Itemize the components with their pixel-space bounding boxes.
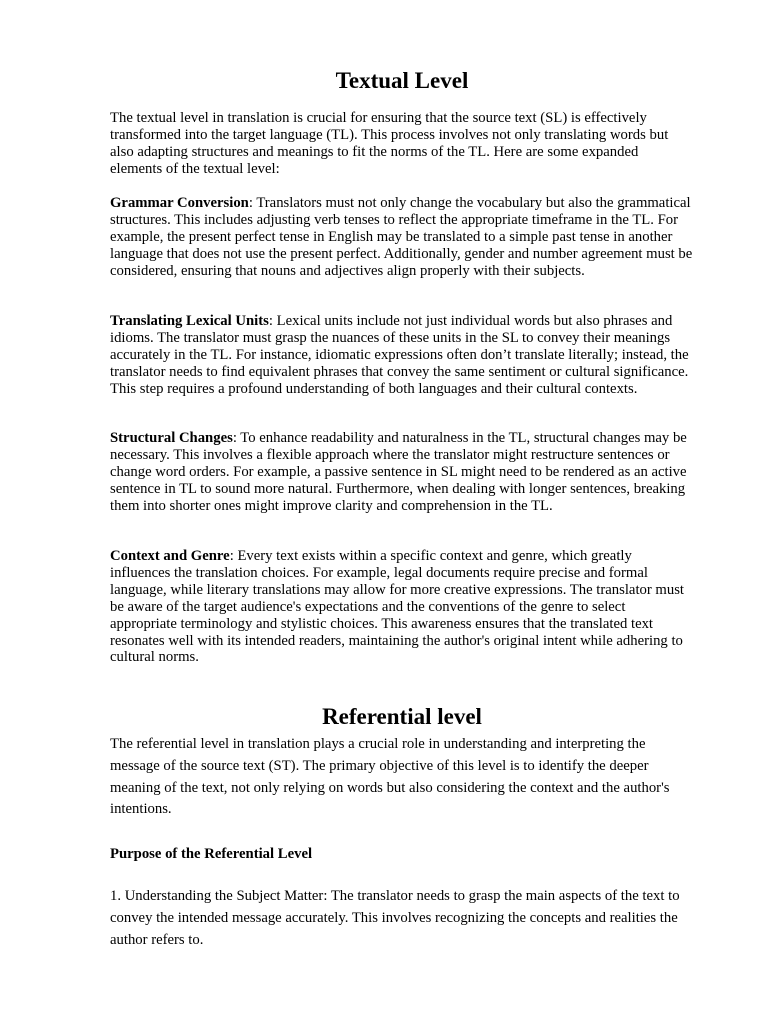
textual-intro: The textual level in translation is crucial for ensuring that the source text (SL) is effectively transformed into the target language (TL). This process involves not only translating words but also adapting structures and meanings to fit the norms of the TL. Here are some expanded elements of the textual level: <box>110 110 669 177</box>
item-text: : Translators must not only change the vocabulary but also the grammatical structures. This includes adjusting verb tenses to reflect the appropriate timeframe in the TL. For example, the present perfect tense in English may be translated to a simple past tense in another language that does not use the present perfect. Additionally, gender and number agreement must be considered, ensuring that nouns and adjectives align properly with their subjects. <box>110 195 693 279</box>
item-structural-changes <box>110 430 694 515</box>
item-term: Grammar Conversion <box>110 195 249 211</box>
item-text: : To enhance readability and naturalness in the TL, structural changes may be necessary. This involves a flexible approach where the translator might restructure sentences or change word orders. For example, a passive sentence in SL might need to be rendered as an active sentence in TL to sound more natural. Furthermore, when dealing with longer sentences, breaking them into shorter ones might improve clarity and comprehension in the TL. <box>110 430 687 514</box>
item-term: Translating Lexical Units <box>110 313 269 329</box>
referential-intro: The referential level in translation plays a crucial role in understanding and interpreting the message of the source text (ST). The primary objective of this level is to identify the deeper meaning of the text, not only relying on words but also considering the context and the author's intentions. <box>110 736 670 818</box>
item-term: Context and Genre <box>110 548 230 564</box>
subheading-purpose: Purpose of the Referential Level <box>110 846 313 862</box>
item-term: Structural Changes <box>110 430 233 446</box>
item-grammar-conversion <box>110 195 694 280</box>
item-context-genre <box>110 548 694 666</box>
referential-point-1: 1. Understanding the Subject Matter: The translator needs to grasp the main aspects of the text to convey the intended message accurately. This involves recognizing the concepts and realities the author refers to. <box>110 888 680 948</box>
section-title-referential: Referential level <box>322 704 482 729</box>
item-text: : Every text exists within a specific context and genre, which greatly influences the translation choices. For example, legal documents require precise and formal language, while literary translations may allow for more creative expressions. The translator must be aware of the target audience's expectations and the conventions of the genre to select appropriate terminology and stylistic choices. This awareness ensures that the translated text resonates well with its intended readers, maintaining the author's original intent while adhering to cultural norms. <box>110 548 684 666</box>
section-title-textual: Textual Level <box>335 68 469 93</box>
item-text: : Lexical units include not just individual words but also phrases and idioms. The translator must grasp the nuances of these units in the SL to convey their meanings accurately in the TL. For instance, idiomatic expressions often don’t translate literally; instead, the translator needs to find equivalent phrases that convey the same sentiment or cultural significance. This step requires a profound understanding of both languages and their cultural contexts. <box>110 313 689 397</box>
item-lexical-units <box>110 313 694 398</box>
